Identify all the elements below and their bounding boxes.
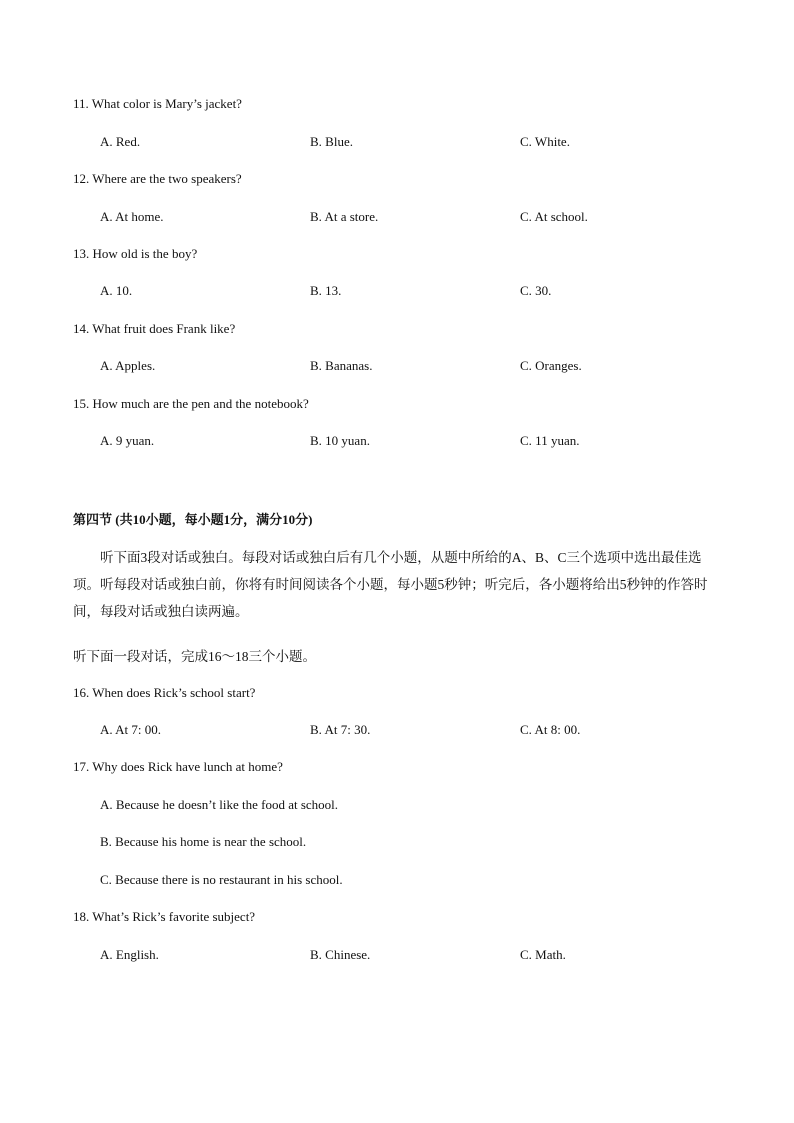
- q16-option-a: A. At 7: 00.: [100, 722, 162, 737]
- question-13: 13. How old is the boy?: [73, 246, 198, 261]
- section-instructions: 听下面3段对话或独白。每段对话或独白后有几个小题，从题中所给的A、B、C三个选项中选出最佳选项。听每段对话或独白前，你将有时间阅读各个小题，每小题5秒钟；听完后，各小题将给出5秒钟的作答时间，每段对话或独白读两遍。: [73, 550, 708, 619]
- q13-option-b: B. 13.: [310, 283, 342, 298]
- q12-option-b: B. At a store.: [310, 209, 379, 224]
- q14-option-b: B. Bananas.: [310, 358, 373, 373]
- question-15: 15. How much are the pen and the notebook?: [73, 396, 309, 411]
- q11-option-c: C. White.: [520, 134, 570, 149]
- q14-option-c: C. Oranges.: [520, 358, 582, 373]
- q15-option-a: A. 9 yuan.: [100, 433, 155, 448]
- q17-option-a: A. Because he doesn’t like the food at school.: [100, 797, 339, 812]
- q17-option-c: C. Because there is no restaurant in his school.: [100, 872, 343, 887]
- q13-option-c: C. 30.: [520, 283, 552, 298]
- dialog-intro: 听下面一段对话，完成16～18三个小题。: [73, 649, 316, 664]
- section-title: 第四节 (共10小题，每小题1分，满分10分): [73, 512, 313, 527]
- question-14: 14. What fruit does Frank like?: [73, 321, 236, 336]
- question-11: 11. What color is Mary’s jacket?: [73, 96, 242, 111]
- q12-option-c: C. At school.: [520, 209, 588, 224]
- q12-option-a: A. At home.: [100, 209, 164, 224]
- q18-option-c: C. Math.: [520, 947, 566, 962]
- q16-option-b: B. At 7: 30.: [310, 722, 371, 737]
- q11-option-b: B. Blue.: [310, 134, 353, 149]
- q16-option-c: C. At 8: 00.: [520, 722, 581, 737]
- q15-option-b: B. 10 yuan.: [310, 433, 370, 448]
- question-16: 16. When does Rick’s school start?: [73, 685, 256, 700]
- q18-option-a: A. English.: [100, 947, 159, 962]
- question-18: 18. What’s Rick’s favorite subject?: [73, 909, 256, 924]
- question-17: 17. Why does Rick have lunch at home?: [73, 759, 283, 774]
- question-12: 12. Where are the two speakers?: [73, 171, 242, 186]
- q13-option-a: A. 10.: [100, 283, 133, 298]
- q14-option-a: A. Apples.: [100, 358, 156, 373]
- q18-option-b: B. Chinese.: [310, 947, 371, 962]
- q11-option-a: A. Red.: [100, 134, 141, 149]
- q15-option-c: C. 11 yuan.: [520, 433, 580, 448]
- q17-option-b: B. Because his home is near the school.: [100, 834, 307, 849]
